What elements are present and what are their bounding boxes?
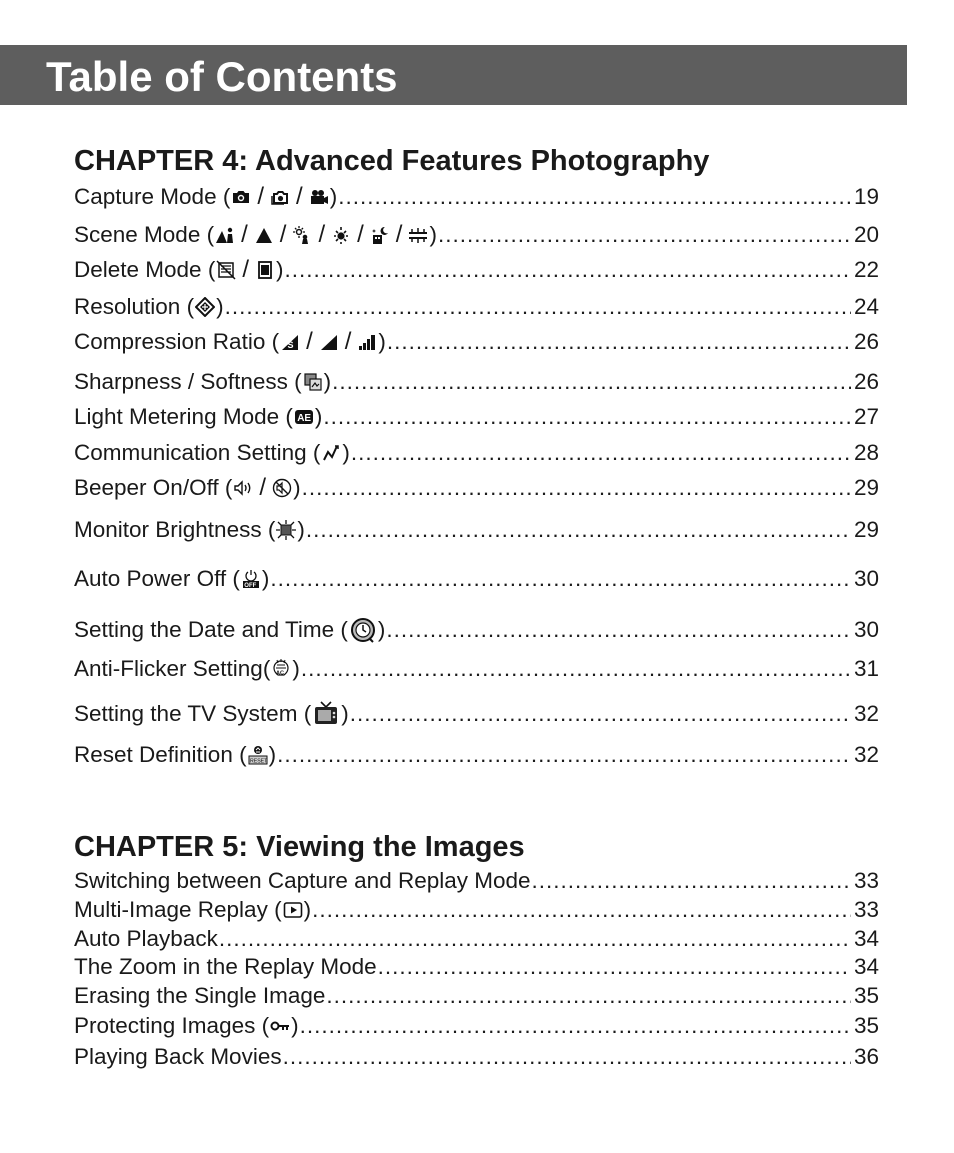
close-paren: ) [291, 1013, 299, 1038]
toc-entry-label [74, 742, 276, 768]
clock-icon [349, 616, 377, 644]
toc-entry-text: Multi-Image Replay [74, 897, 268, 922]
open-paren: ( [306, 440, 321, 465]
tv-icon [312, 700, 340, 728]
protect-key-icon [270, 1016, 290, 1036]
icon-separator: / [395, 221, 403, 248]
toc-entry-label [74, 369, 331, 395]
ae-metering-icon [294, 407, 314, 427]
dot-leader [306, 517, 851, 543]
toc-entry[interactable] [74, 613, 879, 647]
open-paren: ( [226, 566, 240, 591]
toc-entry[interactable] [74, 738, 879, 772]
page-number: 29 [853, 517, 879, 542]
toc-entry-text: Playing Back Movies [74, 1044, 282, 1069]
normal-quality-icon [357, 332, 377, 352]
toc-entry-text: Delete Mode [74, 257, 202, 282]
toc-entry[interactable] [74, 180, 879, 214]
toc-entry[interactable] [74, 562, 879, 596]
toc-entry[interactable] [74, 513, 879, 547]
page-number: 26 [853, 329, 879, 354]
page-number: 26 [853, 369, 879, 394]
toc-entry-text: Capture Mode [74, 184, 217, 209]
page-title: Table of Contents [46, 53, 398, 100]
open-paren: ( [267, 897, 282, 922]
auto-power-off-icon [241, 569, 261, 589]
svg-text:RESET: RESET [249, 758, 267, 765]
toc-entry-label [74, 1044, 282, 1070]
open-paren: ( [218, 475, 233, 500]
toc-entry-label [74, 700, 349, 728]
toc-entry-label [74, 183, 337, 211]
toc-entry-text: Reset Definition [74, 742, 233, 767]
page-number: 33 [853, 897, 879, 922]
toc-entry-text: Setting the TV System [74, 701, 298, 726]
chapter-4-section [74, 143, 879, 179]
toc-entry[interactable] [74, 325, 879, 359]
chapter-heading: CHAPTER 5: Viewing the Images [74, 831, 525, 863]
open-paren: ( [180, 294, 195, 319]
icon-separator: / [279, 221, 287, 248]
toc-entry-label [74, 328, 386, 356]
night-scene-icon [370, 225, 390, 245]
toc-entry-label [74, 404, 322, 430]
open-paren: ( [265, 329, 280, 354]
icon-separator: / [318, 221, 326, 248]
close-paren: ) [297, 517, 305, 542]
page-number: 33 [853, 868, 879, 893]
dot-leader [351, 440, 851, 466]
sport-scene-icon [408, 225, 428, 245]
close-paren: ) [293, 475, 301, 500]
toc-entry-label [74, 256, 284, 284]
toc-entry-text: Scene Mode [74, 222, 201, 247]
title-bar [0, 45, 907, 105]
close-paren: ) [377, 617, 386, 642]
page-number: 22 [853, 257, 879, 282]
icon-separator: / [306, 328, 313, 355]
dot-leader [301, 656, 851, 682]
sharpness-icon [303, 372, 323, 392]
dot-leader [386, 617, 851, 643]
dot-leader [270, 566, 851, 592]
toc-entry-text: Monitor Brightness [74, 517, 262, 542]
backlight-scene-icon [292, 225, 312, 245]
toc-entry-text: Light Metering Mode [74, 404, 280, 429]
toc-entry[interactable] [74, 1009, 879, 1043]
open-paren: ( [334, 617, 348, 642]
icon-separator: / [242, 256, 249, 283]
open-paren: ( [200, 222, 215, 247]
toc-entry-text: Auto Power Off [74, 566, 227, 591]
svg-text:OFF: OFF [244, 583, 257, 589]
dot-leader [225, 294, 851, 320]
toc-entry-text: Compression Ratio [74, 329, 266, 354]
page-number: 28 [853, 440, 879, 465]
super-fine-icon [280, 332, 300, 352]
chapter-5-section [74, 829, 879, 865]
toc-entry[interactable] [74, 290, 879, 324]
reset-icon [248, 745, 268, 765]
svg-text:AC: AC [276, 670, 285, 677]
dot-leader [326, 983, 851, 1009]
dot-leader [302, 475, 851, 501]
close-paren: ) [268, 742, 277, 767]
page-number: 35 [853, 1013, 879, 1038]
chapter-heading: CHAPTER 4: Advanced Features Photography [74, 145, 710, 177]
delete-single-icon [216, 260, 236, 280]
camera-icon [231, 187, 251, 207]
dot-leader [532, 868, 851, 894]
icon-separator: / [259, 474, 267, 501]
page-number: 36 [853, 1044, 879, 1069]
dot-leader [378, 954, 851, 980]
open-paren: ( [261, 517, 276, 542]
toc-entry[interactable] [74, 979, 879, 1013]
toc-entry-label [74, 294, 224, 320]
page-number: 30 [853, 566, 879, 591]
night-portrait-scene-icon [331, 225, 351, 245]
page-number: 31 [853, 656, 879, 681]
toc-entry-text: The Zoom in the Replay Mode [74, 954, 377, 979]
page-number: 19 [853, 184, 879, 209]
toc-entry-label [74, 954, 377, 980]
icon-separator: / [257, 183, 265, 210]
dot-leader [285, 257, 851, 283]
dot-leader [350, 701, 851, 727]
dot-leader [219, 926, 851, 952]
toc-entry[interactable] [74, 400, 879, 434]
toc-entry[interactable] [74, 652, 879, 686]
toc-entry-label [74, 616, 385, 644]
dot-leader [277, 742, 851, 768]
open-paren: ( [232, 742, 247, 767]
close-paren: ) [303, 897, 312, 922]
close-paren: ) [292, 656, 300, 681]
portrait-scene-icon [215, 225, 235, 245]
video-camera-icon [309, 187, 329, 207]
open-paren: ( [255, 1013, 270, 1038]
close-paren: ) [276, 257, 284, 282]
svg-text:AE: AE [297, 413, 311, 424]
fine-icon [319, 332, 339, 352]
beeper-off-icon [272, 478, 292, 498]
toc-entry-text: Beeper On/Off [74, 475, 219, 500]
toc-entry[interactable] [74, 436, 879, 470]
close-paren: ) [329, 184, 338, 209]
toc-entry-label [74, 983, 325, 1009]
page-number: 32 [853, 701, 879, 726]
toc-entry-text: Resolution [74, 294, 181, 319]
toc-entry-label [74, 897, 311, 923]
open-paren: ( [297, 701, 312, 726]
toc-entry-label [74, 868, 531, 894]
dot-leader [312, 897, 851, 923]
toc-entry-text: Communication Setting [74, 440, 307, 465]
toc-entry-text: Setting the Date and Time [74, 617, 335, 642]
play-icon [283, 900, 303, 920]
close-paren: ) [314, 404, 323, 429]
toc-entry-text: Auto Playback [74, 926, 218, 951]
toc-entry[interactable] [74, 218, 879, 252]
resolution-icon [195, 297, 215, 317]
beeper-on-icon [233, 478, 253, 498]
toc-entry-label [74, 517, 305, 543]
toc-entry-text: Anti-Flicker Setting [74, 656, 263, 681]
open-paren: ( [287, 369, 302, 394]
camera-burst-icon [270, 187, 290, 207]
icon-separator: / [357, 221, 364, 248]
page-number: 29 [853, 475, 879, 500]
icon-separator: / [296, 183, 303, 210]
toc-entry[interactable] [74, 253, 879, 287]
page-number: 35 [853, 983, 879, 1008]
toc-entry-label [74, 926, 218, 952]
dot-leader [438, 222, 851, 248]
page-number: 34 [853, 926, 879, 951]
icon-separator: / [241, 221, 248, 248]
landscape-scene-icon [254, 225, 274, 245]
toc-entry[interactable] [74, 697, 879, 731]
dot-leader [283, 1044, 851, 1070]
toc-entry-label [74, 440, 350, 466]
dot-leader [338, 184, 851, 210]
page-number: 34 [853, 954, 879, 979]
toc-entry-label [74, 221, 437, 249]
icon-separator: / [344, 328, 352, 355]
open-paren: ( [216, 184, 231, 209]
svg-text:S: S [287, 340, 294, 350]
toc-entry-label [74, 566, 269, 592]
close-paren: ) [261, 566, 270, 591]
open-paren: ( [201, 257, 216, 282]
open-paren: ( [279, 404, 293, 429]
close-paren: ) [216, 294, 224, 319]
toc-entry-text: Switching between Capture and Replay Mode [74, 868, 531, 893]
page-number: 20 [853, 222, 879, 247]
anti-flicker-icon [271, 659, 291, 679]
open-paren: ( [262, 656, 271, 681]
delete-all-icon [255, 260, 275, 280]
close-paren: ) [342, 440, 350, 465]
close-paren: ) [429, 222, 437, 247]
brightness-icon [276, 520, 296, 540]
dot-leader [387, 329, 851, 355]
close-paren: ) [378, 329, 386, 354]
page-number: 27 [853, 404, 879, 429]
dot-leader [300, 1013, 851, 1039]
toc-entry-label [74, 656, 300, 682]
toc-entry-text: Sharpness / Softness [74, 369, 288, 394]
dot-leader [332, 369, 851, 395]
page-number: 30 [853, 617, 879, 642]
close-paren: ) [323, 369, 332, 394]
close-paren: ) [341, 701, 349, 726]
toc-entry-text: Protecting Images [74, 1013, 256, 1038]
page-number: 32 [853, 742, 879, 767]
toc-entry[interactable] [74, 365, 879, 399]
toc-entry-label [74, 474, 301, 502]
toc-entry-text: Erasing the Single Image [74, 983, 326, 1008]
communication-icon [321, 443, 341, 463]
toc-entry[interactable] [74, 471, 879, 505]
page-number: 24 [853, 294, 879, 319]
toc-entry[interactable] [74, 1040, 879, 1074]
dot-leader [323, 404, 851, 430]
toc-entry-label [74, 1013, 299, 1039]
